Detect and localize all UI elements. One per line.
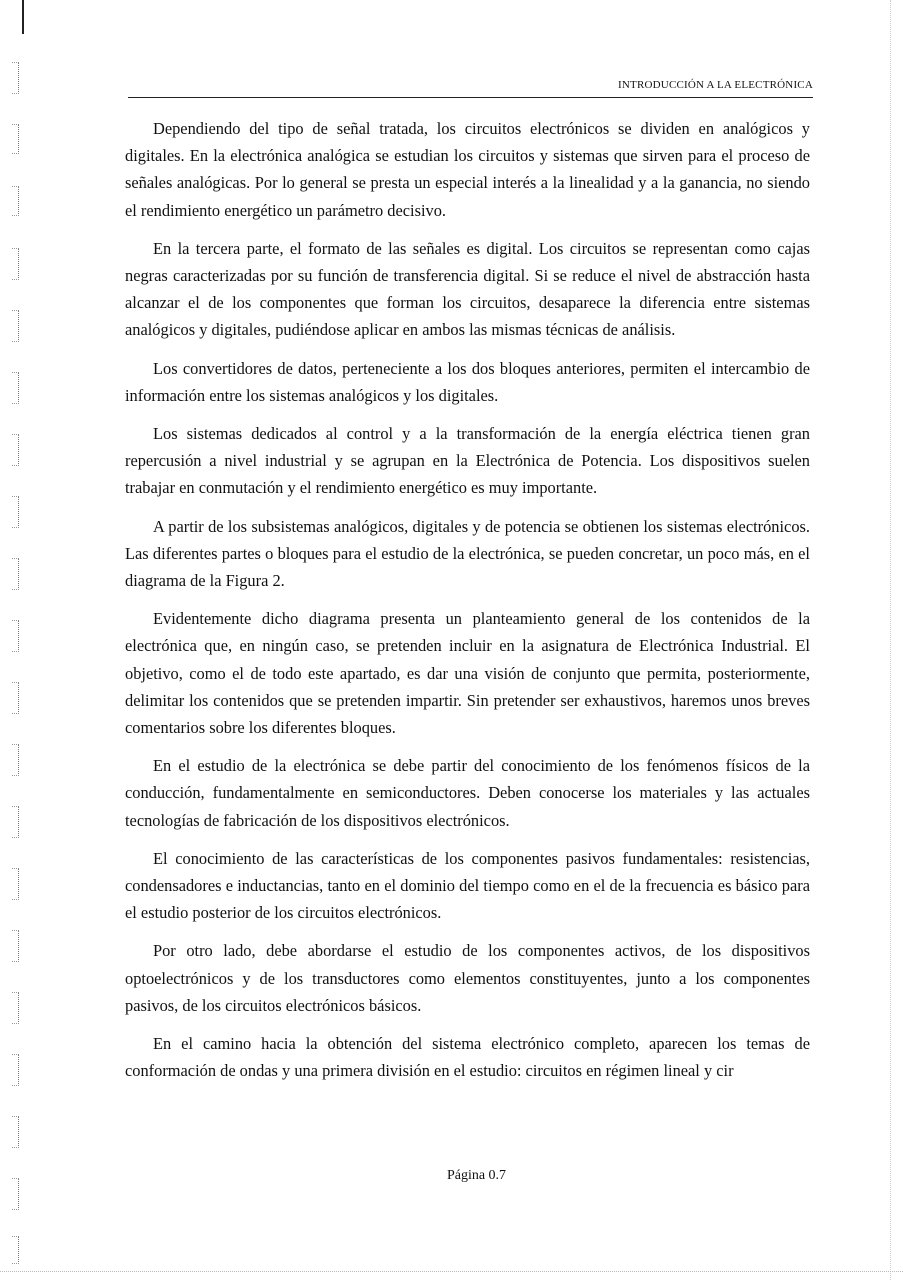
binding-hole (12, 496, 19, 528)
binding-hole (12, 1116, 19, 1148)
page-footer (0, 1168, 903, 1184)
binding-hole (12, 372, 19, 404)
binding-hole (12, 682, 19, 714)
binding-hole (12, 186, 19, 216)
binding-hole (12, 1054, 19, 1086)
paragraph: El conocimiento de las características de los componentes pasivos fundamentales: resistencias, condensadores e inductancias, tanto en el dominio del tiempo como en el de la frecuencia es básico para el estudio posterior de los circuitos electrónicos. (125, 848, 810, 923)
binding-hole (12, 930, 19, 962)
binding-hole (12, 62, 19, 94)
paragraph: Evidentemente dicho diagrama presenta un planteamiento general de los contenidos de la electrónica que, en ningún caso, se pretenden incluir en la asignatura de Electrónica Industrial. El objetivo, como el de todo este apartado, es dar una visión de conjunto que permita, posteriormente, delimitar los contenidos que se pretenden impartir. Sin pretender ser exhaustivos, haremos unos breves comentarios sobre los diferentes bloques. (125, 609, 810, 738)
binding-hole (12, 434, 19, 466)
running-title: INTRODUCCIÓN A LA ELECTRÓNICA (618, 79, 813, 91)
body-text (125, 115, 810, 1096)
binding-hole (12, 1236, 19, 1264)
binding-hole (12, 558, 19, 590)
binding-edge (8, 0, 26, 1280)
paragraph: Los sistemas dedicados al control y a la transformación de la energía eléctrica tienen gran repercusión a nivel industrial y se agrupan en la Electrónica de Potencia. Los dispositivos suelen trabajar en conmutación y el rendimiento energético es muy importante. (125, 424, 810, 498)
paragraph: Los convertidores de datos, perteneciente a los dos bloques anteriores, permiten el intercambio de información entre los sistemas analógicos y los digitales. (125, 358, 810, 405)
binding-hole (12, 868, 19, 900)
binding-hole (12, 992, 19, 1024)
binding-hole (12, 310, 19, 342)
paragraph: En la tercera parte, el formato de las señales es digital. Los circuitos se representan como cajas negras caracterizadas por su función de transferencia digital. Si se reduce el nivel de abstracción hasta alcanzar el de los componentes que forman los circuitos, desaparece la diferencia entre sistemas analógicos y digitales, pudiéndose aplicar en ambos las mismas técnicas de análisis. (125, 238, 810, 340)
paragraph: Dependiendo del tipo de señal tratada, los circuitos electrónicos se dividen en analógicos y digitales. En la electrónica analógica se estudian los circuitos y sistemas que sirven para el proceso de señales analógicas. Por lo general se presta un especial interés a la linealidad y a la ganancia, no siendo el rendimiento energético un parámetro decisivo. (125, 119, 810, 220)
scan-edge-bottom (0, 1271, 903, 1272)
binding-hole (12, 620, 19, 652)
binding-hole (12, 806, 19, 838)
paragraph: Por otro lado, debe abordarse el estudio de los componentes activos, de los dispositivos optoelectrónicos y de los transductores como elementos constituyentes, junto a los componentes pasivos, de los circuitos electrónicos básicos. (125, 941, 810, 1015)
binding-hole (12, 744, 19, 776)
running-header (128, 79, 813, 98)
paragraph: A partir de los subsistemas analógicos, digitales y de potencia se obtienen los sistemas electrónicos. Las diferentes partes o bloques para el estudio de la electrónica, se pueden concretar, un poco más, en el diagrama de la Figura 2. (125, 516, 810, 591)
paragraph: En el camino hacia la obtención del sistema electrónico completo, aparecen los temas de conformación de ondas y una primera división en el estudio: circuitos en régimen lineal y cir (125, 1034, 810, 1081)
binding-hole (12, 248, 19, 280)
binding-hole (12, 124, 19, 154)
scan-edge-right (890, 0, 897, 1280)
binding-line (22, 0, 24, 34)
paragraph: En el estudio de la electrónica se debe partir del conocimiento de los fenómenos físicos de la conducción, fundamentalmente en semiconductores. Deben conocerse los materiales y las actuales tecnologías de fabricación de los dispositivos electrónicos. (125, 756, 810, 830)
page-number: Página 0.7 (446, 1168, 507, 1183)
